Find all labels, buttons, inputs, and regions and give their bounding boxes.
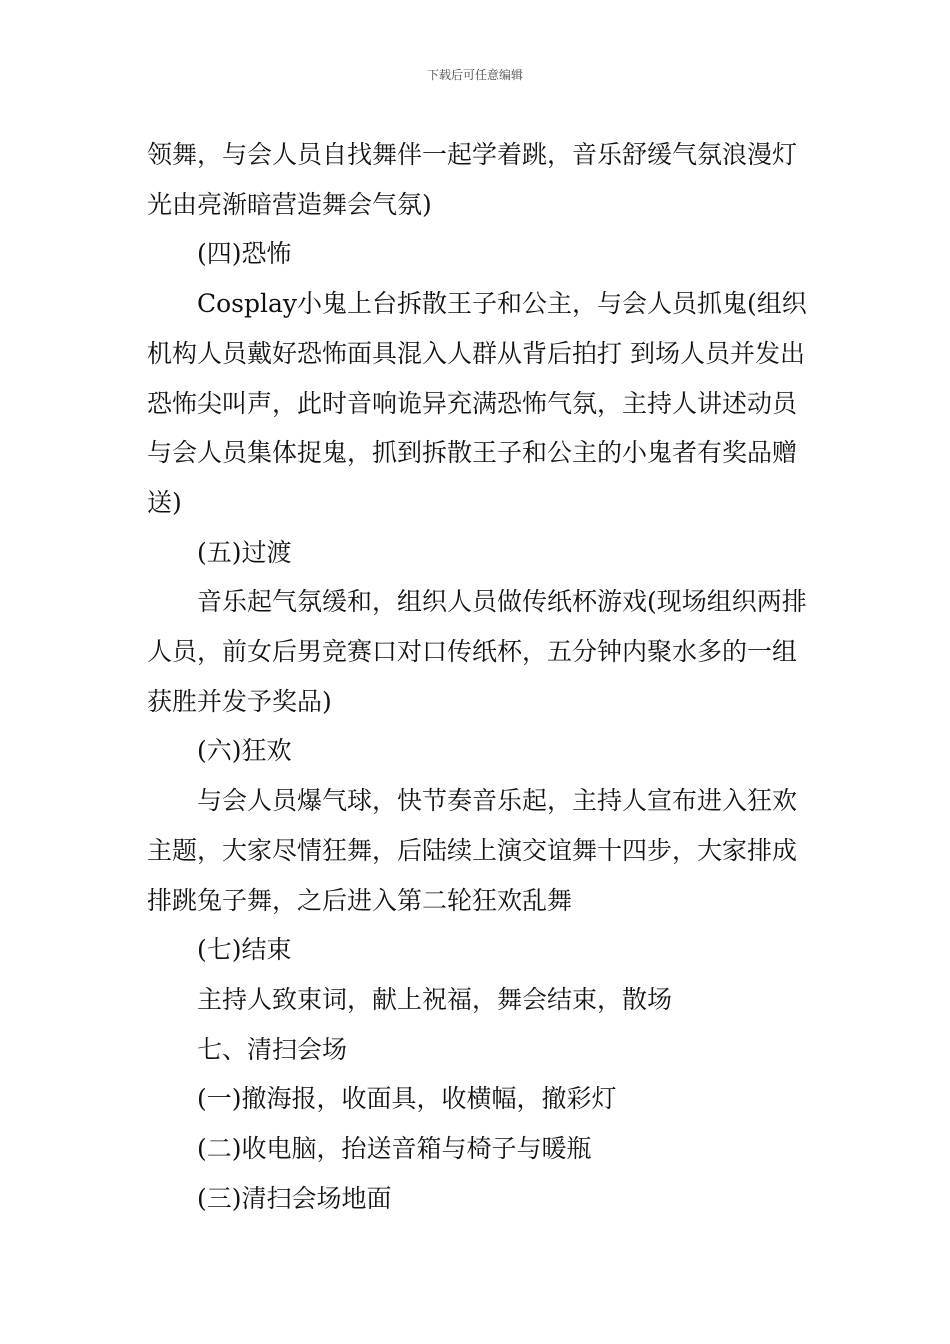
- section-heading-carnival: (六)狂欢: [197, 736, 292, 766]
- cleanup-item-2: (二)收电脑，抬送音箱与椅子与暖瓶: [197, 1134, 592, 1164]
- cleanup-item-3: (三)清扫会场地面: [197, 1183, 392, 1213]
- section-heading-cleanup: 七、清扫会场: [197, 1034, 348, 1064]
- cleanup-item-1: (一)撤海报，收面具，收横幅，撤彩灯: [197, 1084, 617, 1114]
- section-heading-ending: (七)结束: [197, 935, 292, 965]
- paragraph-dance-lead: 领舞，与会人员自找舞伴一起学着跳，音乐舒缓气氛浪漫灯光由亮渐暗营造舞会气氛): [147, 140, 798, 219]
- paragraph-transition: 音乐起气氛缓和，组织人员做传纸杯游戏(现场组织两排人员，前女后男竞赛口对口传纸杯，五分钟内聚水多的一组获胜并发予奖品): [147, 587, 807, 716]
- paragraph-horror: Cosplay小鬼上台拆散王子和公主，与会人员抓鬼(组织机构人员戴好恐怖面具混入人群从背后拍打 到场人员并发出恐怖尖叫声，此时音响诡异充满恐怖气氛，主持人讲述动员与会人员集体捉鬼，抓到拆散王子和公主的小鬼者有奖品赠送): [147, 289, 807, 517]
- section-heading-transition: (五)过渡: [197, 537, 292, 567]
- section-heading-horror: (四)恐怖: [197, 239, 292, 269]
- page-header: 下载后可任意编辑: [426, 68, 523, 82]
- paragraph-ending: 主持人致束词，献上祝福，舞会结束，散场: [197, 984, 673, 1014]
- paragraph-carnival: 与会人员爆气球，快节奏音乐起，主持人宣布进入狂欢主题，大家尽情狂舞，后陆续上演交谊舞十四步，大家排成排跳兔子舞，之后进入第二轮狂欢乱舞: [147, 786, 798, 915]
- document-body: [147, 130, 807, 1223]
